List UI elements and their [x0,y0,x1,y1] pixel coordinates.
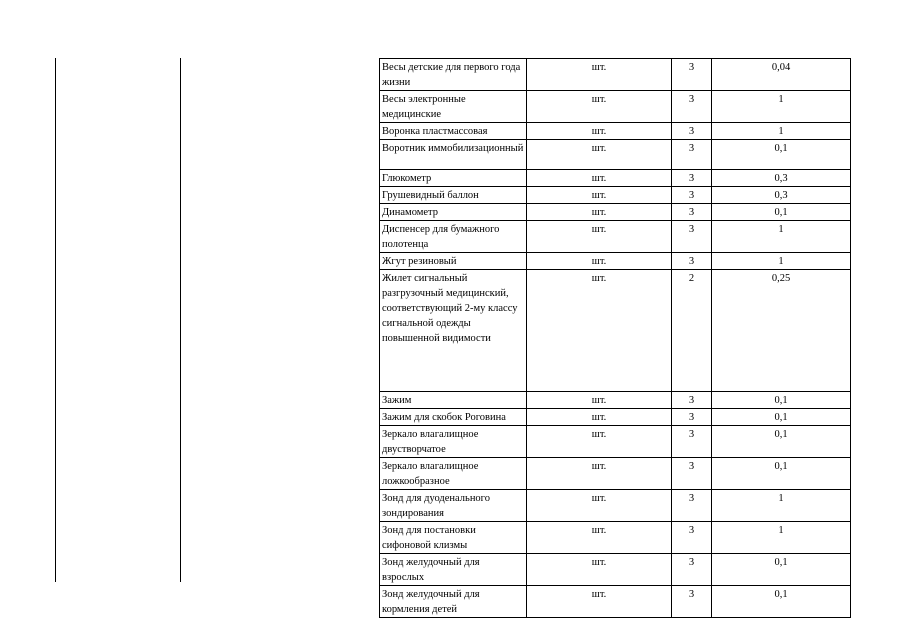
item-quantity-cell: 3 [672,187,712,204]
item-name-cell: Зеркало влагалищное ложкообразное [380,458,527,490]
item-unit-cell: шт. [527,586,672,618]
item-quantity-cell: 3 [672,221,712,253]
item-norm-cell: 1 [712,221,851,253]
item-name-cell: Зажим для скобок Роговина [380,409,527,426]
item-norm-cell: 0,1 [712,426,851,458]
item-name-cell: Зонд для постановки сифоновой клизмы [380,522,527,554]
second-column-border [180,58,181,582]
item-norm-cell: 1 [712,91,851,123]
item-norm-cell: 1 [712,123,851,140]
item-name-cell: Весы электронные медицинские [380,91,527,123]
table-row [380,59,851,91]
item-quantity-cell: 3 [672,458,712,490]
item-norm-cell: 0,1 [712,204,851,221]
item-quantity-cell: 3 [672,123,712,140]
table-row [380,123,851,140]
item-unit-cell: шт. [527,426,672,458]
item-name-cell: Весы детские для первого года жизни [380,59,527,91]
item-quantity-cell: 3 [672,140,712,170]
left-column-border [55,58,56,582]
item-unit-cell: шт. [527,170,672,187]
item-name-cell: Зажим [380,392,527,409]
table-row [380,522,851,554]
item-norm-cell: 0,1 [712,140,851,170]
table-row [380,270,851,392]
item-norm-cell: 0,25 [712,270,851,392]
item-quantity-cell: 3 [672,586,712,618]
table-row [380,170,851,187]
item-unit-cell: шт. [527,221,672,253]
item-norm-cell: 0,1 [712,392,851,409]
item-norm-cell: 0,3 [712,187,851,204]
item-name-cell: Диспенсер для бумажного полотенца [380,221,527,253]
item-norm-cell: 0,04 [712,59,851,91]
item-unit-cell: шт. [527,490,672,522]
item-name-cell: Зонд желудочный для взрослых [380,554,527,586]
item-name-cell: Воротник иммобилизационный [380,140,527,170]
item-quantity-cell: 3 [672,490,712,522]
item-name-cell: Зонд желудочный для кормления детей [380,586,527,618]
item-unit-cell: шт. [527,204,672,221]
item-name-cell: Воронка пластмассовая [380,123,527,140]
item-norm-cell: 0,1 [712,409,851,426]
table-row [380,554,851,586]
item-quantity-cell: 3 [672,170,712,187]
item-norm-cell: 0,3 [712,170,851,187]
item-unit-cell: шт. [527,59,672,91]
item-norm-cell: 1 [712,253,851,270]
item-quantity-cell: 2 [672,270,712,392]
equipment-table-body [380,59,851,618]
item-unit-cell: шт. [527,123,672,140]
item-quantity-cell: 3 [672,522,712,554]
item-unit-cell: шт. [527,253,672,270]
item-norm-cell: 1 [712,490,851,522]
table-row [380,392,851,409]
item-norm-cell: 1 [712,522,851,554]
item-quantity-cell: 3 [672,554,712,586]
table-row [380,140,851,170]
equipment-table [379,58,851,618]
table-row [380,221,851,253]
table-row [380,91,851,123]
item-unit-cell: шт. [527,409,672,426]
item-unit-cell: шт. [527,270,672,392]
item-name-cell: Жгут резиновый [380,253,527,270]
item-unit-cell: шт. [527,392,672,409]
item-name-cell: Грушевидный баллон [380,187,527,204]
table-row [380,586,851,618]
item-unit-cell: шт. [527,554,672,586]
item-name-cell: Жилет сигнальный разгрузочный медицинский, соответствующий 2-му классу сигнальной одежды повышенной видимости [380,270,527,392]
item-quantity-cell: 3 [672,59,712,91]
table-row [380,458,851,490]
item-norm-cell: 0,1 [712,554,851,586]
item-name-cell: Динамометр [380,204,527,221]
item-unit-cell: шт. [527,458,672,490]
table-row [380,187,851,204]
item-quantity-cell: 3 [672,91,712,123]
item-quantity-cell: 3 [672,253,712,270]
item-name-cell: Зеркало влагалищное двустворчатое [380,426,527,458]
item-norm-cell: 0,1 [712,458,851,490]
table-row [380,204,851,221]
item-norm-cell: 0,1 [712,586,851,618]
item-unit-cell: шт. [527,91,672,123]
table-row [380,253,851,270]
item-quantity-cell: 3 [672,392,712,409]
table-row [380,409,851,426]
item-quantity-cell: 3 [672,426,712,458]
item-unit-cell: шт. [527,522,672,554]
table-row [380,426,851,458]
item-unit-cell: шт. [527,187,672,204]
item-name-cell: Зонд для дуоденального зондирования [380,490,527,522]
item-quantity-cell: 3 [672,204,712,221]
item-name-cell: Глюкометр [380,170,527,187]
table-row [380,490,851,522]
item-quantity-cell: 3 [672,409,712,426]
item-unit-cell: шт. [527,140,672,170]
